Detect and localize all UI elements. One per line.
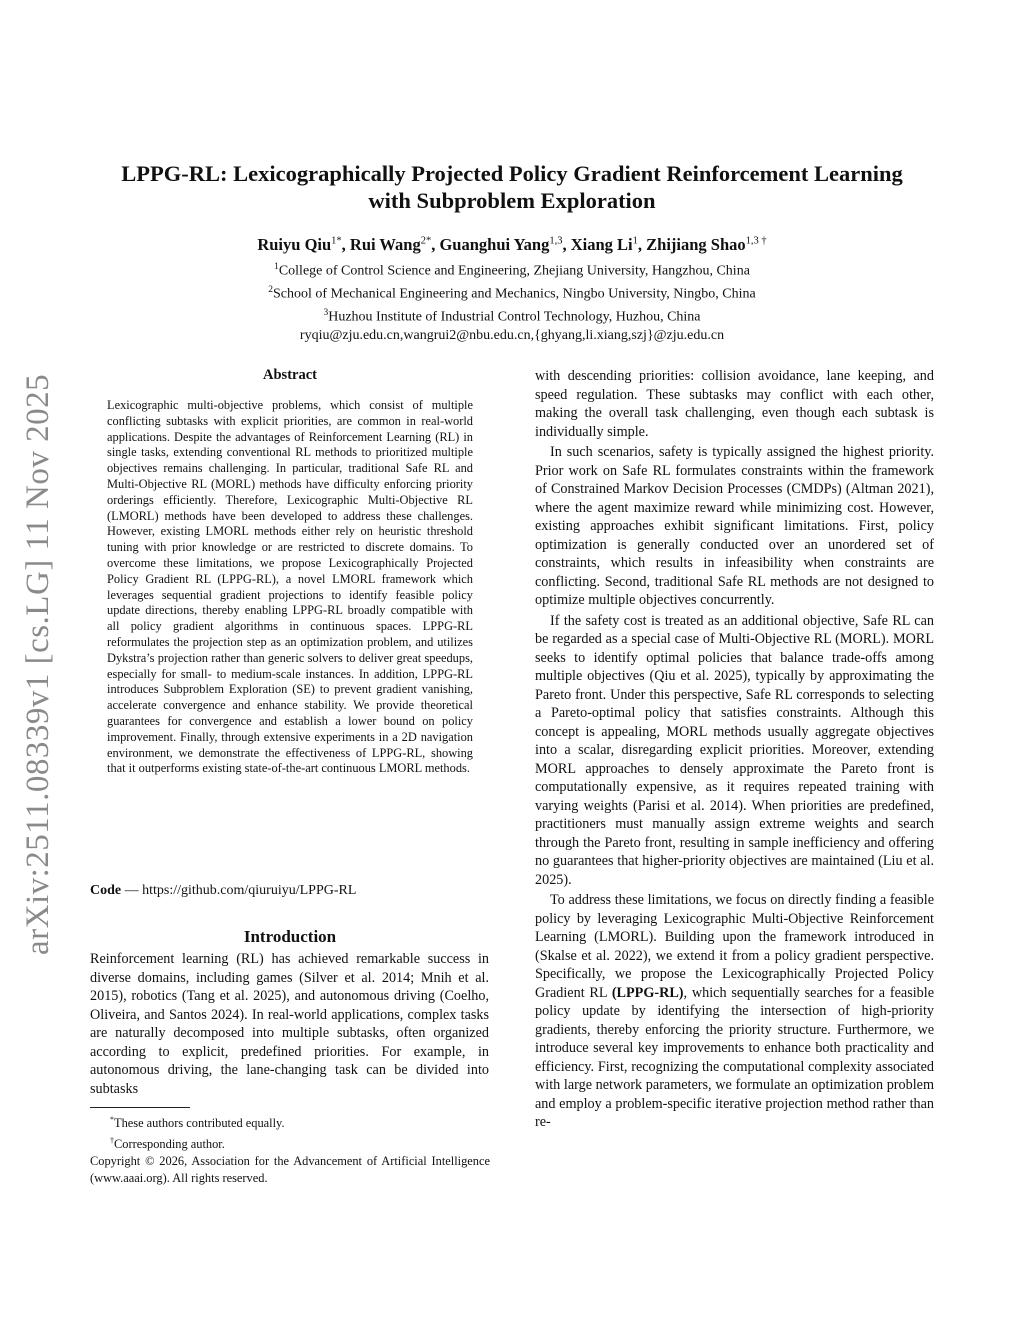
- abstract-heading: Abstract: [263, 367, 317, 383]
- right-column: [535, 367, 934, 1134]
- author: Rui Wang$^{2*}$,: [349, 234, 440, 254]
- footnote: †Corresponding author.: [110, 1136, 225, 1152]
- code-link-line: [90, 883, 490, 899]
- paragraph: To address these limitations, we focus on directly finding a feasible policy by leveraging Lexicographic Multi-Objective Reinforcement Learning (LMORL). Building upon the framework introduced in (Skalse et al. 2022), we extend it from a policy gradient perspective. Specifically, we propose the Lexicographically Projected Policy Gradient RL (LPPG-RL), which sequentially searches for a feasible policy update by identifying the intersection of high-priority gradients, thereby enforcing the priority structure. Furthermore, we introduce several key improvements to enhance both practicality and efficiency. First, recognizing the computational complexity associated with large network parameters, we formulate an optimization problem and employ a problem-specific iterative projection method rather than re-: [535, 892, 934, 1130]
- footnotes: [90, 1111, 490, 1187]
- author-emails: ryqiu@zju.edu.cn,wangrui2@nbu.edu.cn,{ghyang,li.xiang,szj}@zju.edu.cn: [299, 328, 725, 344]
- affiliation-block: [80, 258, 944, 346]
- author-list: [80, 230, 944, 256]
- author: Guanghui Yang$^{1,3}$,: [439, 234, 571, 254]
- code-label: Code: [90, 883, 122, 898]
- affiliation: $^1$College of Control Science and Engineering, Zhejiang University, Hangzhou, China: [274, 262, 750, 279]
- introduction-heading: Introduction: [243, 927, 337, 946]
- paragraph: with descending priorities: collision avoidance, lane keeping, and speed regulation. These subtasks may conflict with each other, making the overall task challenging, even though each subtask is individually simple.: [535, 368, 934, 440]
- paragraph: If the safety cost is treated as an additional objective, Safe RL can be regarded as a special case of Multi-Objective RL (MORL). MORL seeks to identify optimal policies that balance trade-offs among multiple objectives (Qiu et al. 2025), typically by approximating the Pareto front. Under this perspective, Safe RL corresponds to selecting a Pareto-optimal policy that satisfies constraints. Although this concept is appealing, MORL methods usually aggregate objectives into a scalar, disregarding explicit priorities. Moreover, extending MORL approaches to densely approximate the Pareto front is computationally expensive, as it requires repeated training with varying weights (Parisi et al. 2014). When priorities are predefined, practitioners must manually assign extreme weights and search through the Pareto front, resulting in sample inefficiency and offering no guarantees that higher-priority objectives are maintained (Liu et al. 2025).: [535, 612, 934, 888]
- method-name: (LPPG-RL): [611, 984, 684, 1001]
- paper-title: [80, 160, 944, 214]
- affiliation: $^2$School of Mechanical Engineering and Mechanics, Ningbo University, Ningbo, China: [268, 285, 756, 302]
- author: Ruiyu Qiu$^{1*}$,: [257, 234, 350, 254]
- author: Zhijiang Shao$^{1,3 \dagger}$: [646, 234, 767, 254]
- footnote-divider: [90, 1107, 190, 1108]
- author: Xiang Li$^1$,: [570, 234, 647, 254]
- introduction-text: Reinforcement learning (RL) has achieved remarkable success in diverse domains, including games (Silver et al. 2014; Mnih et al. 2015), robotics (Tang et al. 2025), and autonomous driving (Coelho, Oliveira, and Santos 2024). In real-world applications, complex tasks are naturally decomposed into multiple subtasks, often organized according to explicit, predefined priorities. For example, in autonomous driving, the lane-changing task can be divided into subtasks: [90, 951, 489, 1097]
- affiliation: $^3$Huzhou Institute of Industrial Control Technology, Huzhou, China: [323, 308, 701, 325]
- code-url: — https://github.com/qiuruiyu/LPPG-RL: [121, 883, 357, 898]
- abstract-text: Lexicographic multi-objective problems, which consist of multiple conflicting subtasks with explicit priorities, are common in real-world applications. Despite the advantages of Reinforcement Learning (RL) in single tasks, extending conventional RL methods to prioritized multiple objectives remains challenging. In particular, traditional Safe RL and Multi-Objective RL (MORL) methods have difficulty enforcing priority orderings efficiently. Therefore, Lexicographic Multi-Objective RL (LMORL) methods have been developed to address these challenges. However, existing LMORL methods either rely on heuristic threshold tuning with prior knowledge or are restricted to discrete domains. To overcome these limitations, we propose Lexicographically Projected Policy Gradient RL (LPPG-RL), a novel LMORL framework which leverages sequential gradient projections to identify feasible policy update directions, thereby enabling LPPG-RL broadly compatible with all policy gradient algorithms in continuous spaces. LPPG-RL reformulates the projection step as an optimization problem, and utilizes Dykstra’s projection rather than generic solvers to deliver great speedups, especially for small- to medium-scale instances. In addition, LPPG-RL introduces Subproblem Exploration (SE) to prevent gradient vanishing, accelerate convergence and enhance stability. We provide theoretical guarantees for convergence and establish a lower bound on policy improvement. Finally, through extensive experiments in a 2D navigation environment, we demonstrate the effectiveness of LPPG-RL, showing that it outperforms existing state-of-the-art continuous LMORL methods.: [107, 398, 473, 776]
- arxiv-stamp: arXiv:2511.08339v1 [cs.LG] 11 Nov 2025: [20, 373, 56, 955]
- copyright-notice: Copyright © 2026, Association for the Advancement of Artificial Intelligence (www.aaai.org). All rights reserved.: [90, 1154, 490, 1186]
- title-line-2: with Subproblem Exploration: [368, 188, 656, 213]
- footnote: *These authors contributed equally.: [110, 1115, 285, 1131]
- title-line-1: LPPG-RL: Lexicographically Projected Policy Gradient Reinforcement Learning: [121, 161, 903, 186]
- paragraph: In such scenarios, safety is typically assigned the highest priority. Prior work on Safe RL formulates constraints within the framework of Constrained Markov Decision Processes (CMDPs) (Altman 2021), where the agent maximize reward while minimizing cost. However, existing approaches exhibit significant limitations. First, policy optimization is generally conducted over an unordered set of constraints, which results in infeasibility when constraints are conflicting. Second, traditional Safe RL methods are not designed to optimize multiple objectives concurrently.: [535, 444, 934, 608]
